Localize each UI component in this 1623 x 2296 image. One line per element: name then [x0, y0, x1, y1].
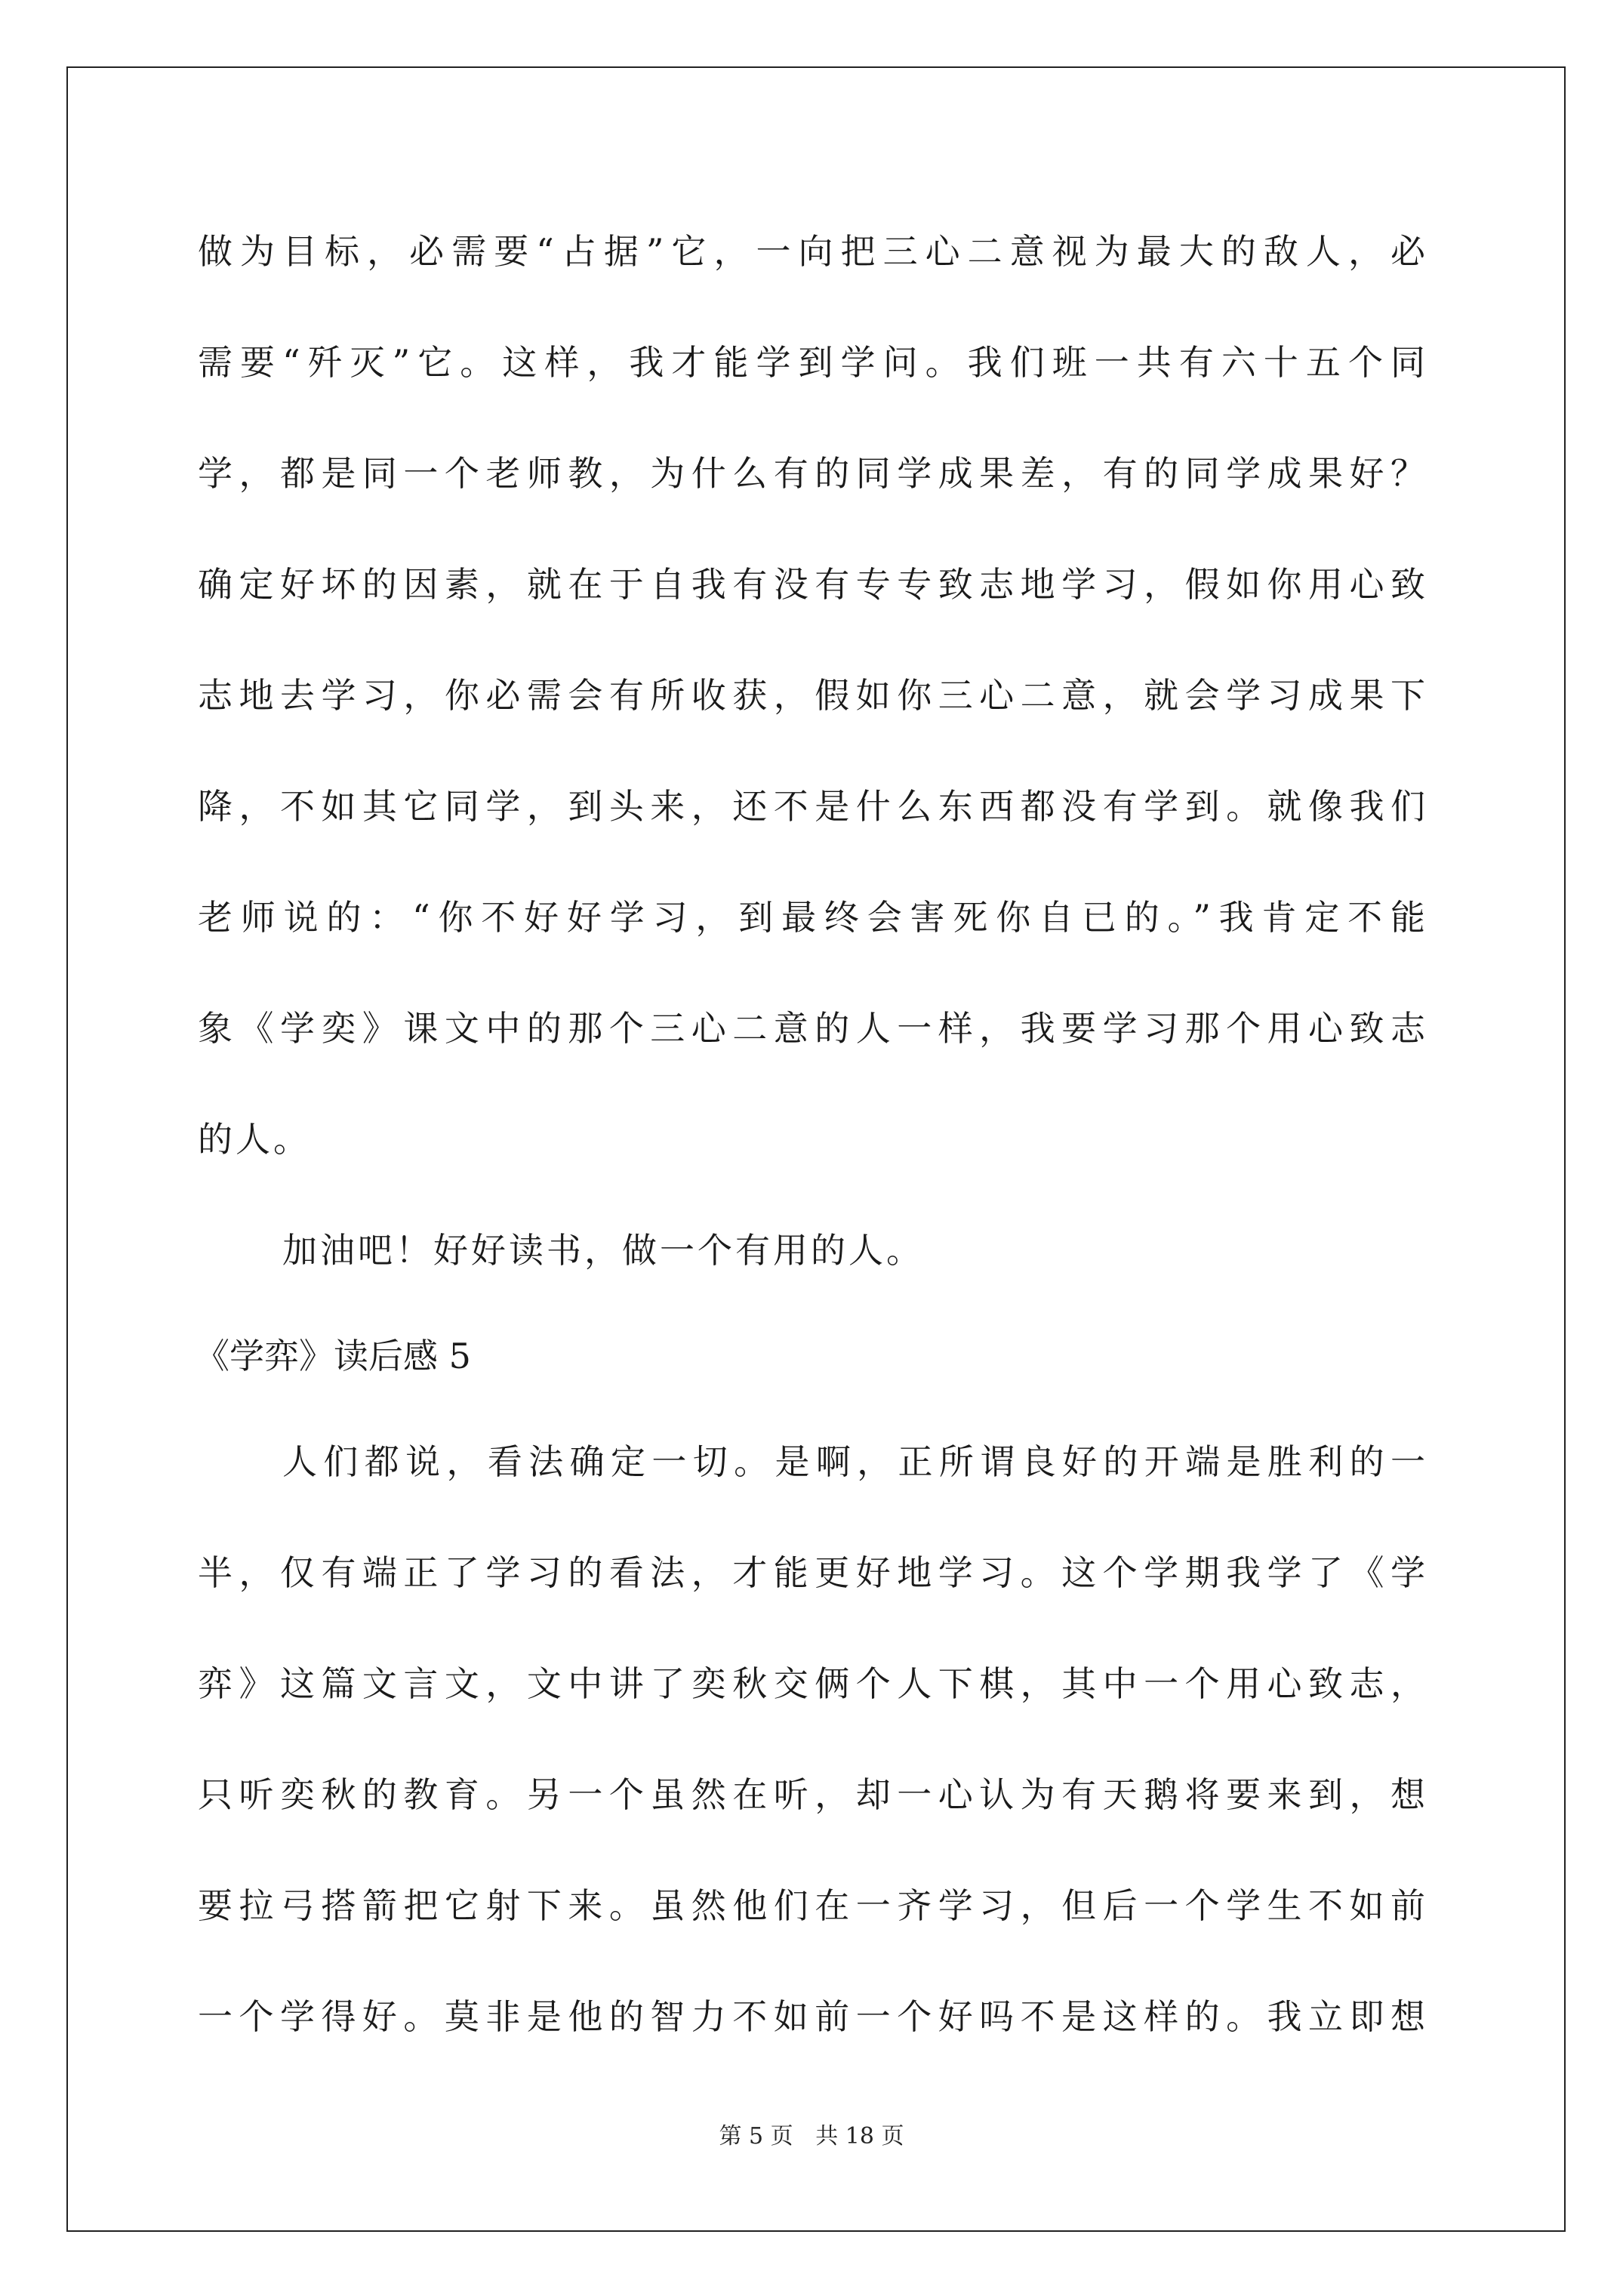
- section-heading: 《学弈》读后感 5: [195, 1336, 471, 1376]
- page-total: 共 18 页: [815, 2123, 904, 2150]
- paragraph-3-line-2: 半，仅有端正了学习的看法，才能更好地学习。这个学期我学了《学: [198, 1552, 1428, 1593]
- paragraph-2: 加油吧！好好读书，做一个有用的人。: [282, 1230, 924, 1271]
- paragraph-1-line-3: 学，都是同一个老师教，为什么有的同学成果差，有的同学成果好？: [198, 453, 1428, 494]
- paragraph-3-line-1: 人们都说，看法确定一切。是啊，正所谓良好的开端是胜利的一: [282, 1441, 1428, 1482]
- page-footer: [0, 2122, 1623, 2152]
- paragraph-3-line-6: 一个学得好。莫非是他的智力不如前一个好吗不是这样的。我立即想: [198, 1996, 1428, 2037]
- paragraph-1-line-7: 老师说的：“你不好好学习，到最终会害死你自已的。”我肯定不能: [198, 897, 1428, 938]
- paragraph-3-line-3: 弈》这篇文言文，文中讲了奕秋交俩个人下棋，其中一个用心致志，: [198, 1663, 1428, 1704]
- paragraph-1-line-2: 需要“歼灭”它。这样，我才能学到学问。我们班一共有六十五个同: [198, 342, 1428, 383]
- paragraph-1-line-1: 做为目标，必需要“占据”它，一向把三心二意视为最大的敌人，必: [198, 231, 1428, 272]
- paragraph-1-line-8: 象《学奕》课文中的那个三心二意的人一样，我要学习那个用心致志: [198, 1008, 1428, 1049]
- paragraph-1-line-9: 的人。: [198, 1119, 311, 1160]
- paragraph-1-line-4: 确定好坏的因素，就在于自我有没有专专致志地学习，假如你用心致: [198, 564, 1428, 605]
- page-number: 第 5 页: [719, 2123, 793, 2150]
- paragraph-1-line-5: 志地去学习，你必需会有所收获，假如你三心二意，就会学习成果下: [198, 675, 1428, 716]
- paragraph-1-line-6: 降，不如其它同学，到头来，还不是什么东西都没有学到。就像我们: [198, 786, 1428, 827]
- paragraph-3-line-5: 要拉弓搭箭把它射下来。虽然他们在一齐学习，但后一个学生不如前: [198, 1885, 1428, 1926]
- paragraph-3-line-4: 只听奕秋的教育。另一个虽然在听，却一心认为有天鹅将要来到，想: [198, 1774, 1428, 1815]
